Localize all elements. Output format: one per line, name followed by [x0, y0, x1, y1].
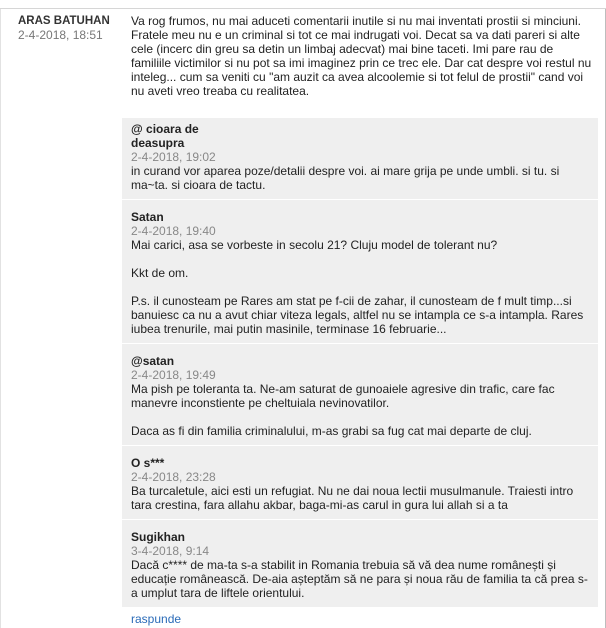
- comment-date: 2-4-2018, 18:51: [18, 28, 103, 42]
- reply-date: 2-4-2018, 23:28: [131, 470, 216, 484]
- reply-date: 3-4-2018, 9:14: [131, 544, 210, 558]
- reply-paragraph: in curand vor aparea poze/detalii despre voi. ai mare grija pe unde umbli. si tu. si ma~ta. si cioara de tactu.: [131, 164, 560, 192]
- reply-paragraph: Ba turcaletule, aici esti un refugiat. Nu ne dai noua lectii musulmanule. Traiesti intro tara crestina, fara allahu akbar, baga-mi-as carul in gura lui allah si a ta: [131, 484, 574, 512]
- reply-paragraph: Ma pish pe toleranta ta. Ne-am saturat de gunoaiele agresive din trafic, care fac manevre inconstiente pe cheltuiala nevinovatilor.: [131, 382, 555, 410]
- comment-meta: [18, 14, 128, 42]
- reply-text: [131, 484, 592, 512]
- reply-paragraph: Mai carici, asa se vorbeste in secolu 21? Cluju model de tolerant nu?: [131, 238, 498, 252]
- reply-author: Satan: [131, 210, 164, 224]
- reply-link[interactable]: raspunde: [131, 612, 182, 626]
- reply-paragraph: P.s. il cunosteam pe Rares am stat pe f-cii de zahar, il cunosteam de f mult timp...si banuiesc ca nu a avut chiar viteza legals, altfel nu se intampla ce s-a intampla. Rares iubea trenurile, mai putin masinile, terminase 16 februarie...: [131, 294, 584, 336]
- reply-paragraph: Dacă c**** de ma-ta s-a stabilit in Romania trebuia să vă dea nume românești și educație românească. De-aia așteptăm să ne para și noua rău de familia ta că prea s-a umplut tara de liftele orientului.: [131, 558, 588, 600]
- reply-text: [131, 238, 592, 336]
- reply-author: O s***: [131, 456, 165, 470]
- reply-date: 2-4-2018, 19:40: [131, 224, 216, 238]
- reply-date: 2-4-2018, 19:02: [131, 150, 216, 164]
- reply-author: @satan: [131, 354, 175, 368]
- reply-item: [122, 520, 598, 608]
- comment-author: ARAS BATUHAN: [18, 15, 110, 27]
- reply-text: [131, 164, 592, 192]
- comment-paragraph: Fratele meu nu e un criminal si tot ce mai indrugati voi. Decat sa va dati pareri si alte cele (incerc din greu sa detin un limbaj adecvat) mai bine taceti. Imi pare rau de familiile victimilor si nu pot sa imi imaginez prin ce trec ele. Dar cat despre voi restul nu inteleg... cum sa veniti cu "am auzit ca avea alcoolemie si tot felul de prostii" cand voi nu aveti vreo treaba cu realitatea.: [131, 28, 592, 98]
- reply-item: [122, 344, 598, 446]
- reply-paragraph: Daca as fi din familia criminalului, m-as grabi sa fug cat mai departe de cluj.: [131, 424, 532, 438]
- reply-text: [131, 558, 592, 600]
- reply-item: [122, 118, 598, 200]
- reply-paragraph: Kkt de om.: [131, 266, 189, 280]
- comment-paragraph: Va rog frumos, nu mai aduceti comentarii inutile si nu mai inventati prostii si minciuni.: [131, 14, 581, 28]
- reply-author: @ cioara de deasupra: [131, 122, 199, 150]
- reply-date: 2-4-2018, 19:49: [131, 368, 216, 382]
- reply-text: [131, 382, 592, 438]
- comment-body: [131, 14, 593, 98]
- reply-author: Sugikhan: [131, 530, 186, 544]
- reply-item: [122, 446, 598, 520]
- reply-item: [122, 200, 598, 344]
- replies-list: [122, 118, 598, 608]
